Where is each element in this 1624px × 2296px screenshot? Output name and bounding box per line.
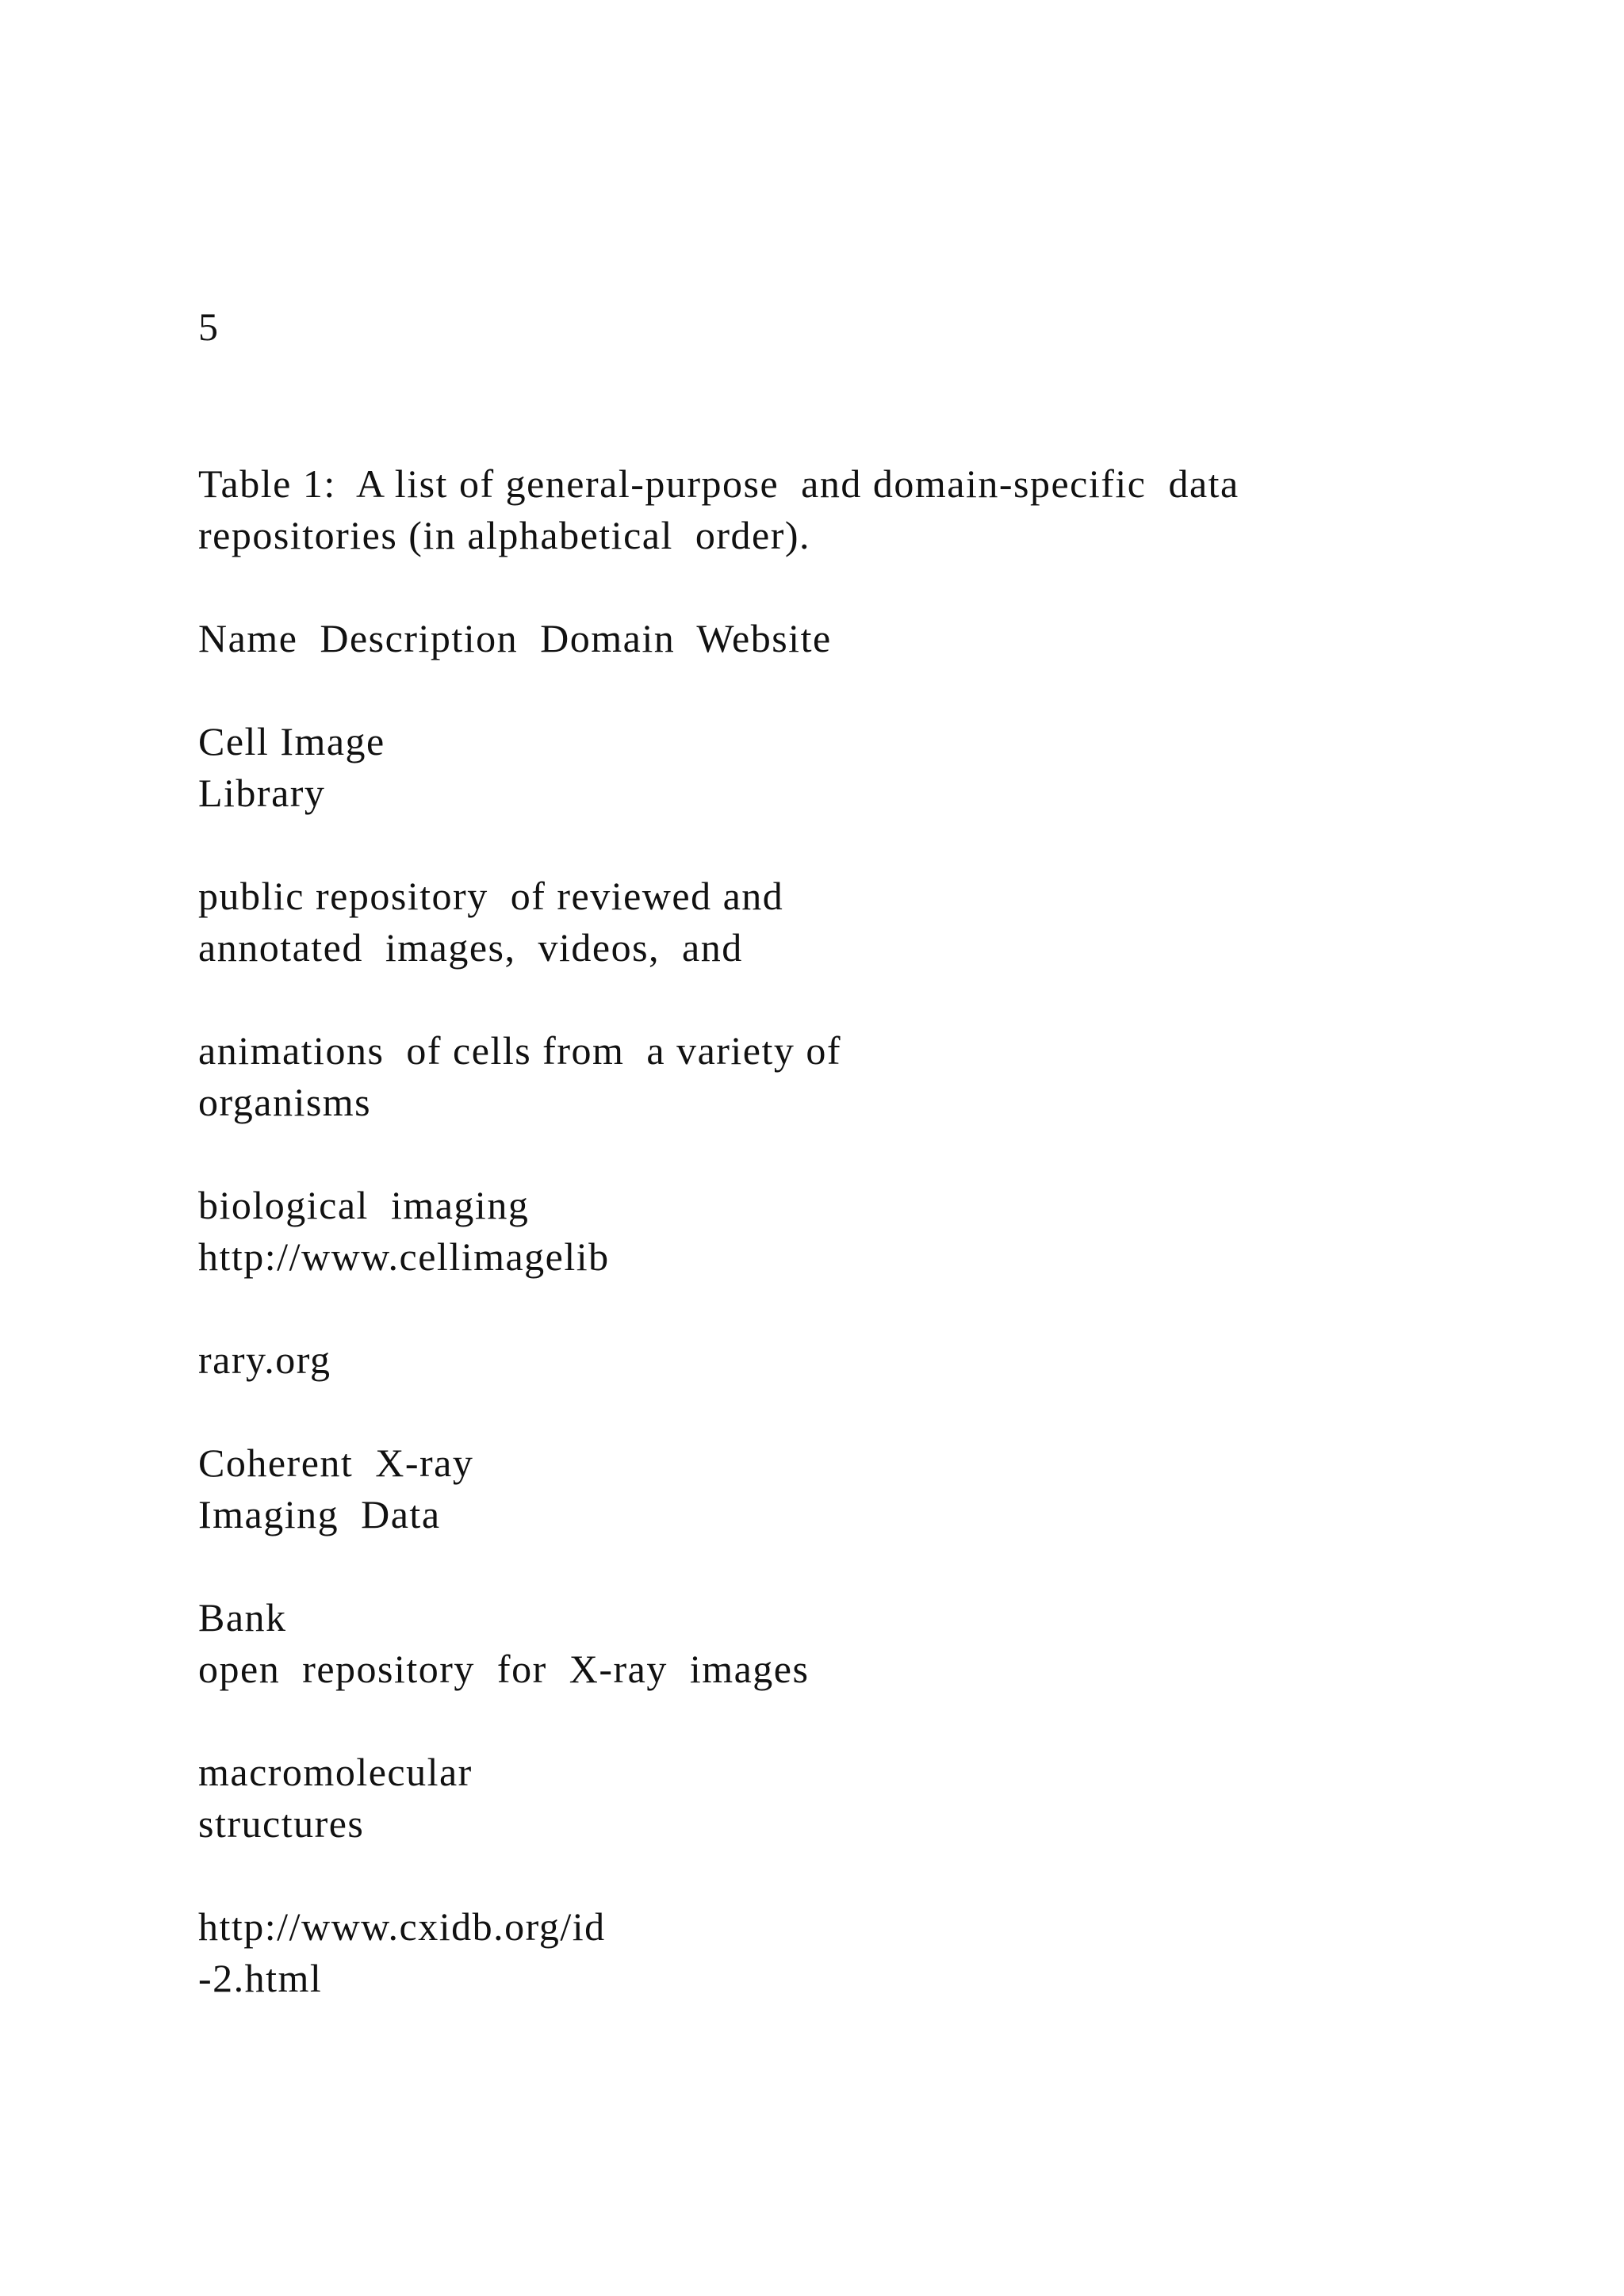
row-2-website-line-2: -2.html (198, 1956, 323, 2000)
row-1-name-line-1: Cell Image (198, 719, 385, 763)
row-2-name-line-1: Coherent X-ray (198, 1441, 474, 1485)
page-number: 5 (198, 304, 220, 349)
row-1-website-line-1: http://www.cellimagelib (198, 1234, 610, 1279)
table-header: Name Description Domain Website (198, 616, 832, 660)
table-caption-line-2: repositories (in alphabetical order). (198, 513, 810, 557)
row-1-website-line-2: rary.org (198, 1337, 331, 1382)
row-1-domain: biological imaging (198, 1183, 530, 1227)
table-caption-line-1: Table 1: A list of general-purpose and domain-specific data (198, 461, 1239, 506)
row-2-domain-line-1: macromolecular (198, 1750, 473, 1794)
row-1-name-line-2: Library (198, 771, 326, 815)
row-2-website-line-1: http://www.cxidb.org/id (198, 1904, 606, 1949)
row-2-name-line-3: Bank (198, 1595, 287, 1640)
row-1-description-line-1: public repository of reviewed and (198, 874, 784, 918)
row-2-description: open repository for X-ray images (198, 1647, 810, 1691)
row-2-domain-line-2: structures (198, 1801, 365, 1846)
row-1-description-line-4: organisms (198, 1080, 372, 1124)
row-1-description-line-3: animations of cells from a variety of (198, 1028, 842, 1073)
row-1-description-line-2: annotated images, videos, and (198, 925, 743, 970)
row-2-name-line-2: Imaging Data (198, 1492, 441, 1536)
